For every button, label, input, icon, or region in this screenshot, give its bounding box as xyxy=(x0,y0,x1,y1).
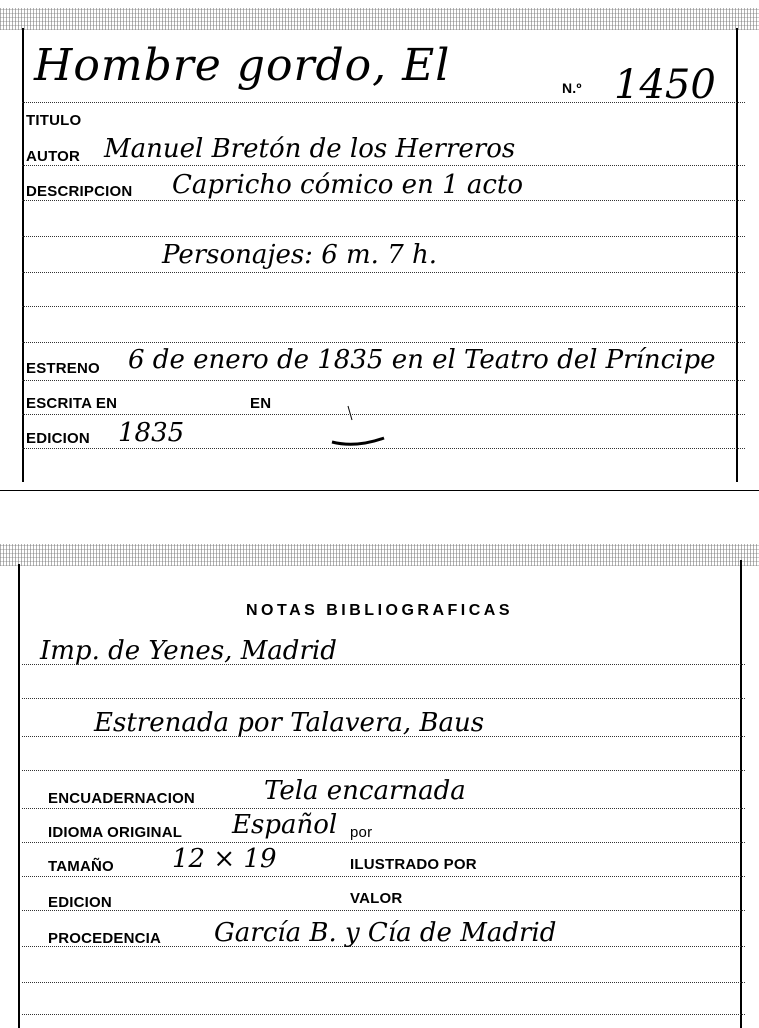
scan-noise-top xyxy=(0,8,759,30)
titulo-label: TITULO xyxy=(26,112,82,129)
por-label: por xyxy=(350,824,373,841)
rule-line xyxy=(22,306,745,307)
card-bottom-edge xyxy=(0,490,759,491)
rule-line xyxy=(22,842,745,843)
ilustrado-label: ILUSTRADO POR xyxy=(350,856,477,873)
autor-handwritten: Manuel Bretón de los Herreros xyxy=(104,134,516,164)
rule-line xyxy=(22,200,745,201)
note-imprenta-handwritten: Imp. de Yenes, Madrid xyxy=(40,636,337,666)
catalog-card-front xyxy=(0,0,759,492)
rule-line xyxy=(22,876,745,877)
rule-line xyxy=(22,236,745,237)
card-left-edge xyxy=(18,564,20,1028)
valor-label: VALOR xyxy=(350,890,403,907)
en-label: EN xyxy=(250,395,272,412)
rule-line xyxy=(22,380,745,381)
tamano-label: TAMAÑO xyxy=(48,858,114,875)
notas-heading: NOTAS BIBLIOGRAFICAS xyxy=(245,602,514,619)
escrita-label: ESCRITA EN xyxy=(26,395,118,412)
estreno-label: ESTRENO xyxy=(26,360,100,377)
scan-noise-top xyxy=(0,544,759,566)
note-estrenada-handwritten: Estrenada por Talavera, Baus xyxy=(94,708,485,738)
descripcion-label: DESCRIPCION xyxy=(26,183,133,200)
edicion-handwritten: 1835 xyxy=(118,418,185,448)
procedencia-handwritten: García B. y Cía de Madrid xyxy=(214,918,557,948)
rule-line xyxy=(22,982,745,983)
rule-line xyxy=(22,910,745,911)
card-right-edge xyxy=(740,560,742,1028)
rule-line xyxy=(22,1014,745,1015)
edicion-label: EDICION xyxy=(26,430,90,447)
ink-mark xyxy=(326,402,396,448)
rule-line xyxy=(22,342,745,343)
rule-line xyxy=(22,808,745,809)
descripcion-handwritten: Capricho cómico en 1 acto xyxy=(172,170,524,200)
rule-line xyxy=(22,770,745,771)
title-handwritten: Hombre gordo, El xyxy=(34,40,451,91)
encuadernacion-label: ENCUADERNACION xyxy=(48,790,195,807)
idioma-handwritten: Español xyxy=(232,810,338,840)
rule-line xyxy=(22,448,745,449)
estreno-handwritten: 6 de enero de 1835 en el Teatro del Príncipe xyxy=(128,345,716,375)
rule-line xyxy=(22,698,745,699)
rule-line xyxy=(22,272,745,273)
number-label: N.º xyxy=(562,80,582,96)
rule-line xyxy=(22,165,745,166)
autor-label: AUTOR xyxy=(26,148,81,165)
catalog-card-back xyxy=(0,540,759,1028)
idioma-label: IDIOMA ORIGINAL xyxy=(48,824,183,841)
tamano-handwritten: 12 × 19 xyxy=(172,844,277,874)
edicion-back-label: EDICION xyxy=(48,894,112,911)
personajes-handwritten: Personajes: 6 m. 7 h. xyxy=(162,240,438,270)
procedencia-label: PROCEDENCIA xyxy=(48,930,162,947)
number-handwritten: 1450 xyxy=(614,62,716,108)
encuadernacion-handwritten: Tela encarnada xyxy=(264,776,466,806)
